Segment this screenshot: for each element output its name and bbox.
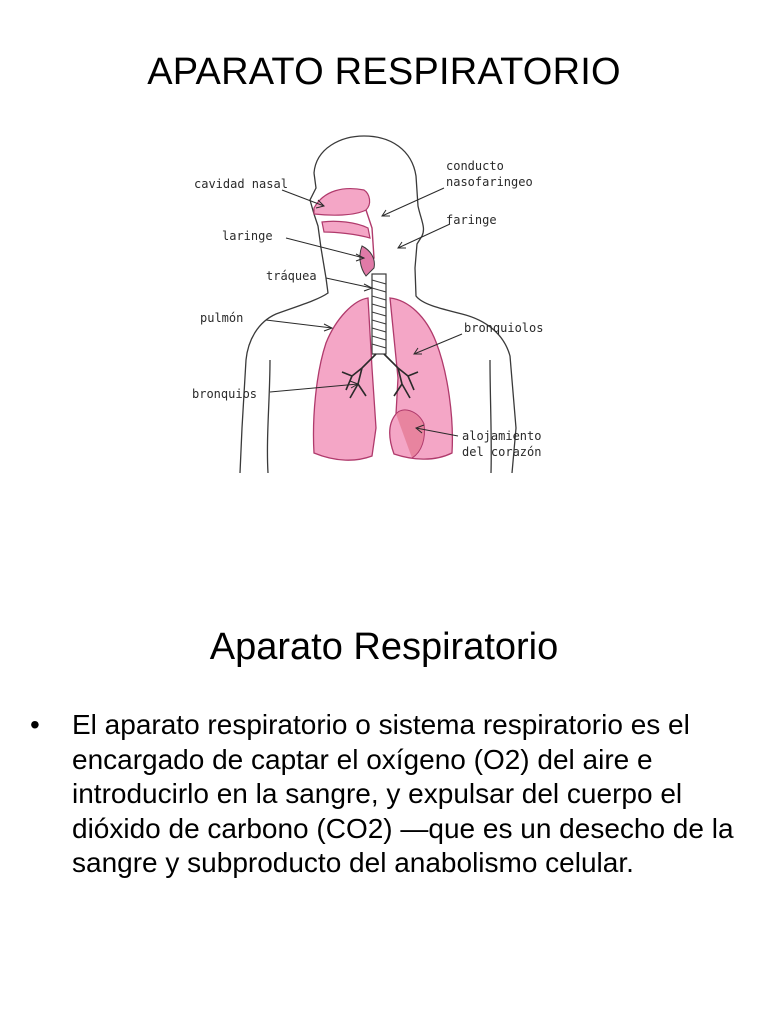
label-pulmon: pulmón	[200, 311, 244, 325]
label-cavidad-nasal: cavidad nasal	[194, 177, 288, 191]
label-del-corazon: del corazón	[462, 445, 542, 459]
label-bronquios: bronquios	[192, 387, 258, 401]
bullet-glyph: •	[30, 709, 40, 740]
slide-2-title: Aparato Respiratorio	[209, 626, 559, 668]
bullet-list	[30, 708, 740, 881]
respiratory-system-diagram	[186, 128, 582, 473]
slide-1-title: APARATO RESPIRATORIO	[147, 51, 621, 93]
bullet-text: El aparato respiratorio o sistema respiratorio es el encargado de captar el oxígeno (O2) del aire e introducirlo en la sangre, y expulsar del cuerpo el dióxido de carbono (CO2) —que es un desecho de la sangre y subproducto del anabolismo celular.	[72, 709, 734, 878]
label-bronquiolos: bronquiolos	[464, 321, 544, 335]
label-conducto: conducto	[446, 159, 504, 173]
label-laringe: laringe	[222, 229, 273, 243]
label-traquea: tráquea	[266, 269, 317, 283]
slide-2	[0, 512, 768, 1024]
bullet-item	[30, 708, 740, 881]
label-faringe: faringe	[446, 213, 497, 227]
label-alojamiento: alojamiento	[462, 429, 542, 443]
label-nasofaringeo: nasofaringeo	[446, 175, 533, 189]
trachea	[372, 274, 386, 354]
